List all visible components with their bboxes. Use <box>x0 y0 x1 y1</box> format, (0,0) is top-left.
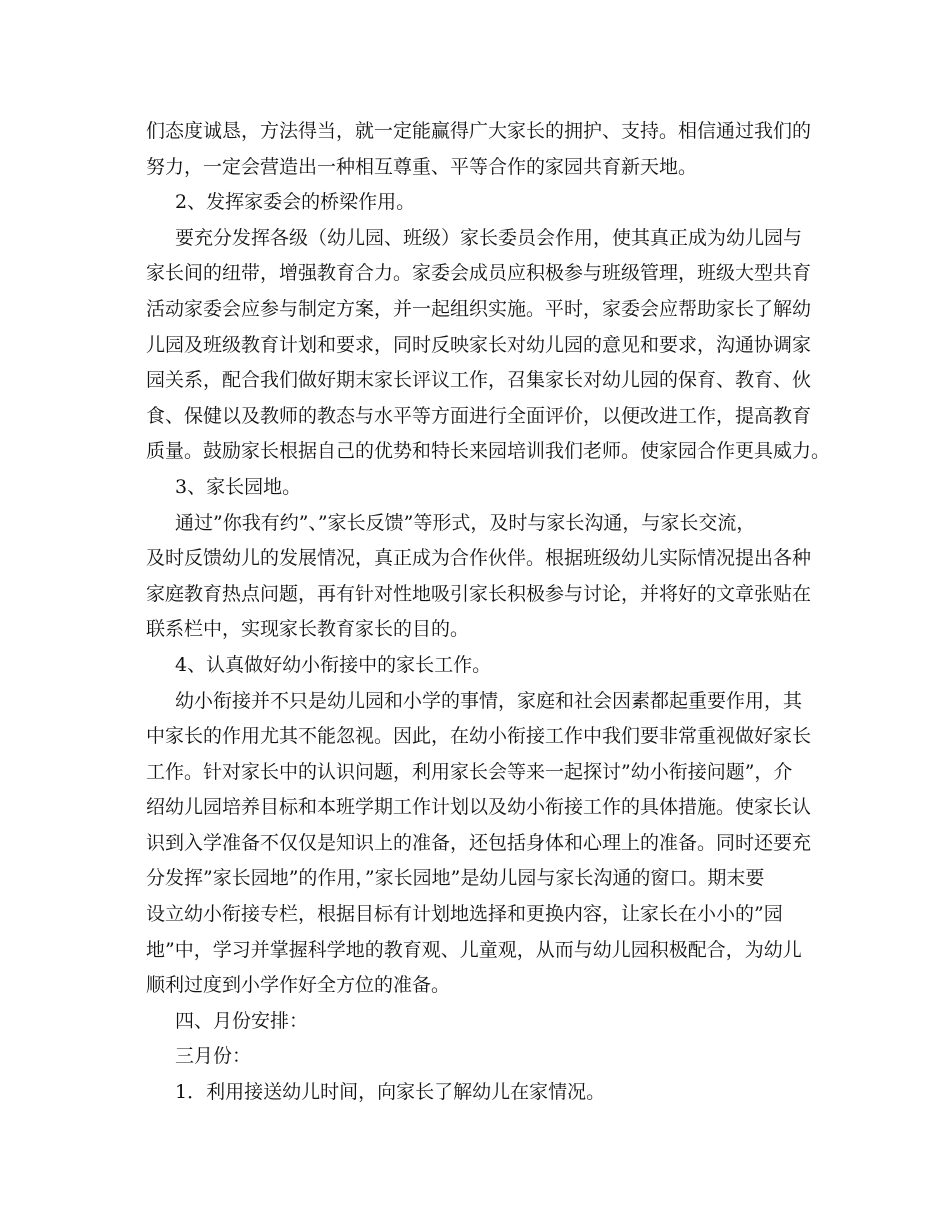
text-line: 顺利过度到小学作好全方位的准备。 <box>146 974 451 997</box>
text-line: 中家长的作用尤其不能忽视。因此，在幼小衔接工作中我们要非常重视做好家长 <box>146 725 812 748</box>
text-line: 家庭教育热点问题，再有针对性地吸引家长积极参与讨论，并将好的文章张贴在 <box>146 582 812 605</box>
text-line: 家长间的纽带，增强教育合力。家委会成员应积极参与班级管理，班级大型共育 <box>146 262 812 285</box>
text-line: 地”中，学习并掌握科学地的教育观、儿童观，从而与幼儿园积极配合，为幼儿 <box>146 938 802 961</box>
text-line: 幼小衔接并不只是幼儿园和小学的事情，家庭和社会因素都起重要作用，其 <box>175 689 803 712</box>
text-line: 2、发挥家委会的桥梁作用。 <box>175 191 416 214</box>
text-line: 及时反馈幼儿的发展情况，真正成为合作伙伴。根据班级幼儿实际情况提出各种 <box>146 547 812 570</box>
text-line: 质量。鼓励家长根据自己的优势和特长来园培训我们老师。使家园合作更具威力。 <box>146 440 831 463</box>
text-line: 1．利用接送幼儿时间，向家长了解幼儿在家情况。 <box>175 1081 606 1104</box>
text-line: 识到入学准备不仅仅是知识上的准备，还包括身体和心理上的准备。同时还要充 <box>146 831 812 854</box>
text-line: 分发挥”家长园地”的作用，”家长园地”是幼儿园与家长沟通的窗口。期末要 <box>146 867 765 890</box>
text-line: 要充分发挥各级（幼儿园、班级）家长委员会作用，使其真正成为幼儿园与 <box>175 226 803 249</box>
text-line: 食、保健以及教师的教态与水平等方面进行全面评价，以便改进工作，提高教育 <box>146 404 812 427</box>
text-line: 通过”你我有约”、”家长反馈”等形式，及时与家长沟通，与家长交流， <box>175 511 756 534</box>
text-line: 们态度诚恳，方法得当，就一定能赢得广大家长的拥护、支持。相信通过我们的 <box>146 120 812 142</box>
text-line: 四、月份安排： <box>175 1009 309 1032</box>
text-line: 园关系，配合我们做好期末家长评议工作，召集家长对幼儿园的保育、教育、伙 <box>146 369 812 392</box>
text-line: 工作。针对家长中的认识问题，利用家长会等来一起探讨”幼小衔接问题”，介 <box>146 760 793 783</box>
text-line: 三月份： <box>175 1045 252 1068</box>
text-line: 4、认真做好幼小衔接中的家长工作。 <box>175 653 492 676</box>
text-line: 努力，一定会营造出一种相互尊重、平等合作的家园共育新天地。 <box>146 155 698 178</box>
text-line: 设立幼小衔接专栏，根据目标有计划地选择和更换内容，让家长在小小的”园 <box>146 903 783 926</box>
text-line: 儿园及班级教育计划和要求，同时反映家长对幼儿园的意见和要求，沟通协调家 <box>146 333 812 356</box>
text-line: 活动家委会应参与制定方案，并一起组织实施。平时，家委会应帮助家长了解幼 <box>146 297 812 320</box>
text-line: 绍幼儿园培养目标和本班学期工作计划以及幼小衔接工作的具体措施。使家长认 <box>146 796 812 819</box>
document-body <box>146 114 831 1111</box>
text-line: 3、家长园地。 <box>175 475 302 498</box>
text-line: 联系栏中，实现家长教育家长的目的。 <box>146 618 470 641</box>
